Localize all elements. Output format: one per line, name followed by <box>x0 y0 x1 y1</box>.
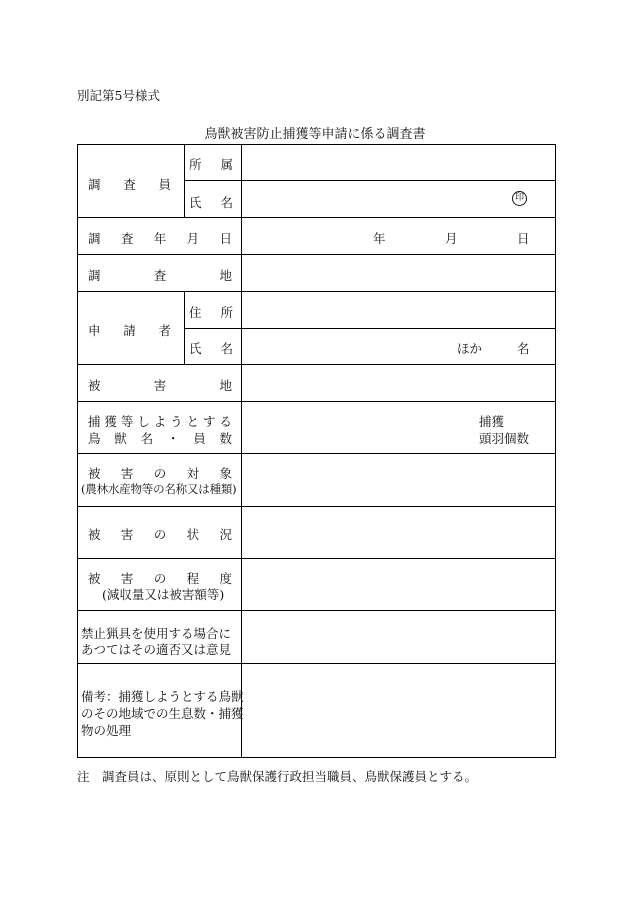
prohibited-gear-label-line1: 禁止猟具を使用する場合に <box>81 626 232 641</box>
investigator-name-label: 氏 名 <box>189 195 233 210</box>
remarks-label-line2: のその地域での生息数・捕獲 <box>81 706 244 721</box>
damage-status-label: 被 害 の 状 況 <box>88 527 232 542</box>
column-divider <box>184 291 185 364</box>
survey-form-table <box>77 144 556 758</box>
document-title: 鳥獣被害防止捕獲等申請に係る調査書 <box>204 127 426 142</box>
remarks-label-line1: 備考：捕獲しようとする鳥獣 <box>81 689 244 704</box>
prohibited-gear-label-line2: あつてはその適否又は意見 <box>81 642 232 657</box>
column-divider <box>241 144 242 758</box>
affiliation-label: 所 属 <box>189 157 233 172</box>
others-label: ほか <box>457 341 483 356</box>
applicant-name-label: 氏 名 <box>189 341 233 356</box>
address-label: 住 所 <box>189 305 233 320</box>
table-border-top <box>77 144 556 145</box>
capture-target-label-line1: 捕 獲 等 し よ う と す る <box>88 414 232 429</box>
damage-object-sublabel: (農林水産物等の名称又は種類) <box>81 482 237 496</box>
row-divider <box>77 364 556 365</box>
row-divider <box>184 180 556 181</box>
row-divider <box>77 401 556 402</box>
row-divider <box>77 610 556 611</box>
table-border-bottom <box>77 757 556 758</box>
table-border-left <box>77 144 78 758</box>
investigator-label: 調 査 員 <box>88 177 171 192</box>
damage-object-label: 被 害 の 対 象 <box>88 466 232 481</box>
year-label: 年 <box>373 231 386 246</box>
capture-target-label-line2: 鳥 獣 名 ・ 員 数 <box>88 431 232 446</box>
capture-label: 捕獲 <box>479 414 505 429</box>
applicant-label: 申 請 者 <box>88 323 171 338</box>
row-divider <box>77 506 556 507</box>
unit-label: 頭羽個数 <box>479 431 530 446</box>
form-number: 別記第5号様式 <box>77 88 160 103</box>
seal-mark: 印 <box>512 191 527 206</box>
row-divider <box>77 663 556 664</box>
row-divider <box>77 291 556 292</box>
damage-degree-label: 被 害 の 程 度 <box>88 571 232 586</box>
row-divider <box>77 217 556 218</box>
survey-date-label: 調 査 年 月 日 <box>88 231 232 246</box>
remarks-label-line3: 物の処理 <box>81 723 132 738</box>
day-label: 日 <box>517 231 530 246</box>
month-label: 月 <box>445 231 458 246</box>
row-divider <box>184 328 556 329</box>
table-border-right <box>555 144 556 758</box>
row-divider <box>77 453 556 454</box>
damage-degree-sublabel: (減収量又は被害額等) <box>102 587 225 602</box>
damage-location-label: 被 害 地 <box>88 378 232 393</box>
column-divider <box>184 144 185 217</box>
survey-location-label: 調 査 地 <box>88 268 232 283</box>
persons-label: 名 <box>517 341 530 356</box>
footnote: 注 調査員は、原則として鳥獣保護行政担当職員、鳥獣保護員とする。 <box>77 769 478 784</box>
row-divider <box>77 254 556 255</box>
row-divider <box>77 558 556 559</box>
